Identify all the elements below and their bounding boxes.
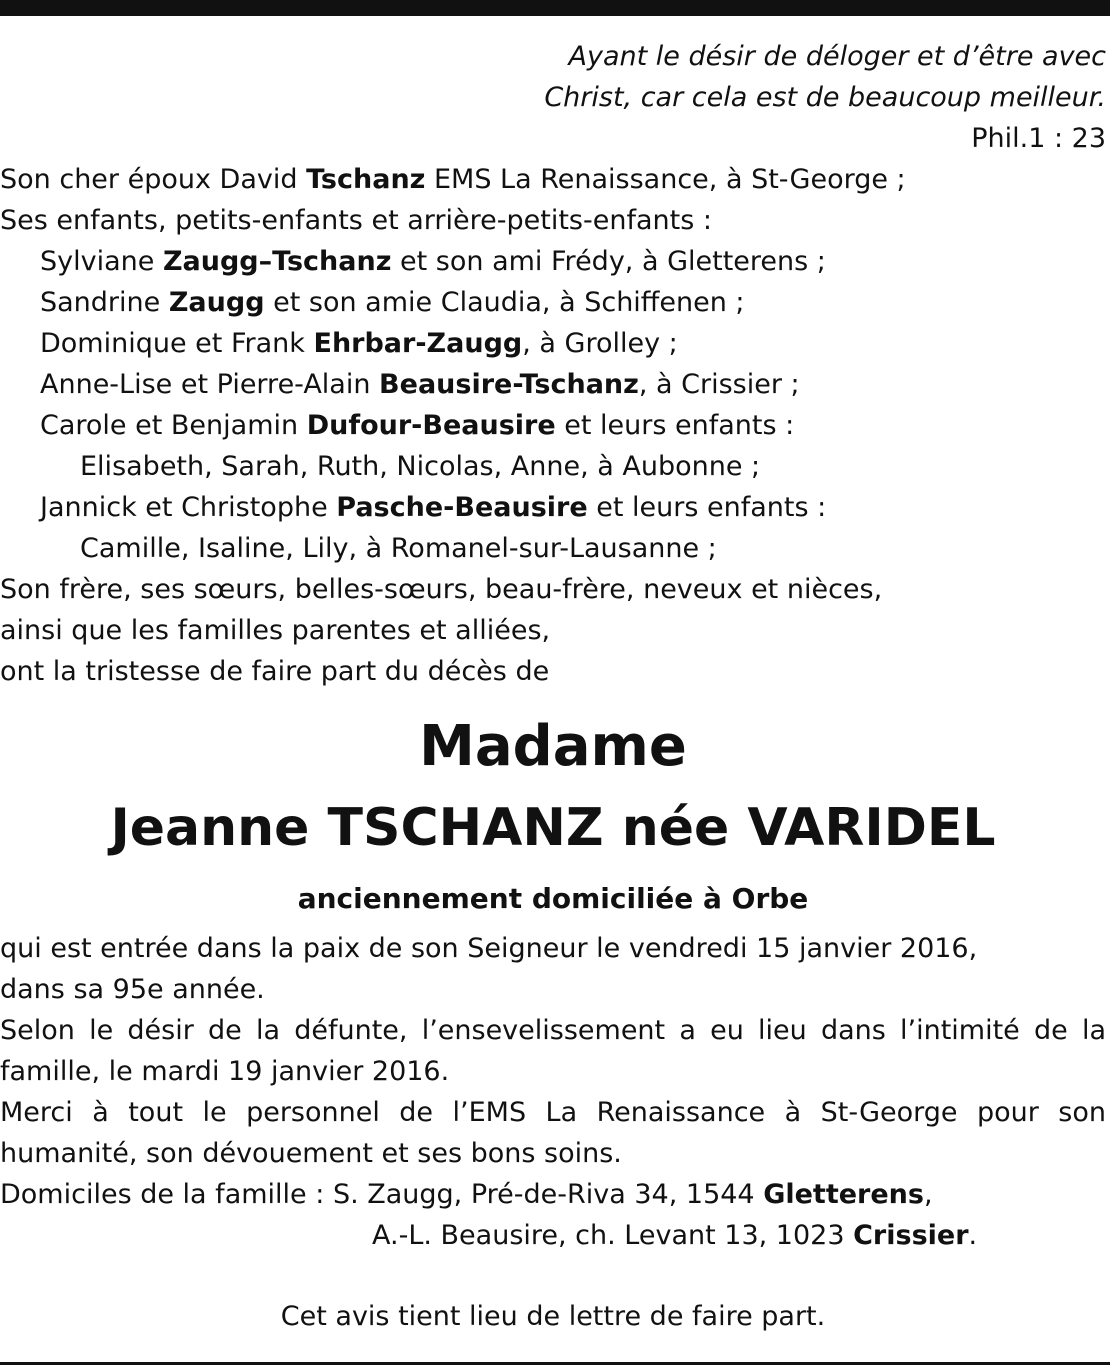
spouse-line: Son cher époux David Tschanz EMS La Renaissance, à St-George ; (0, 164, 906, 195)
member-surname: Dufour-Beausire (306, 410, 556, 441)
deceased-name: Jeanne TSCHANZ née VARIDEL (110, 798, 996, 858)
address-line-1: Domiciles de la famille : S. Zaugg, Pré-de-Riva 34, 1544 Gletterens, (0, 1179, 933, 1210)
bottom-rule (0, 1362, 1110, 1365)
family-addresses (0, 1174, 1106, 1256)
member-surname: Zaugg–Tschanz (162, 246, 392, 277)
notice-body (0, 928, 1106, 1174)
siblings-line: Son frère, ses sœurs, belles-sœurs, beau-frère, neveux et nièces, (0, 574, 883, 605)
announcement-line: ont la tristesse de faire part du décès de (0, 656, 550, 687)
addresses-label: Domiciles de la famille : (0, 1179, 325, 1210)
member-surname: Beausire-Tschanz (379, 369, 639, 400)
age-line: dans sa 95e année. (0, 974, 265, 1005)
obituary-notice (0, 36, 1106, 1337)
thanks-paragraph: Merci à tout le personnel de l’EMS La Renaissance à St-George pour son humanité, son dévouement et ses bons soins. (0, 1097, 1106, 1169)
family-member: Carole et Benjamin Dufour-Beausire et leurs enfants : (40, 410, 795, 441)
top-rule (0, 0, 1110, 16)
member-surname: Zaugg (168, 287, 265, 318)
member-surname: Ehrbar-Zaugg (313, 328, 523, 359)
address-city: Gletterens (763, 1179, 924, 1210)
burial-paragraph: Selon le désir de la défunte, l’ensevelissement a eu lieu dans l’intimité de la famille, le mardi 19 janvier 2016. (0, 1015, 1106, 1087)
closing-note: Cet avis tient lieu de lettre de faire part. (280, 1301, 826, 1332)
verse-reference: Phil.1 : 23 (971, 123, 1106, 154)
deceased-residence: anciennement domiciliée à Orbe (297, 882, 809, 915)
deceased-title: Madame (419, 714, 687, 779)
verse-line-1: Ayant le désir de déloger et d’être avec (568, 41, 1106, 72)
family-member: Sylviane Zaugg–Tschanz et son ami Frédy, à Gletterens ; (40, 246, 826, 277)
relatives-line: ainsi que les familles parentes et alliées, (0, 615, 551, 646)
death-date-line: qui est entrée dans la paix de son Seigneur le vendredi 15 janvier 2016, (0, 933, 978, 964)
grandchildren-line: Elisabeth, Sarah, Ruth, Nicolas, Anne, à Aubonne ; (80, 451, 761, 482)
address-line-2: A.-L. Beausire, ch. Levant 13, 1023 Crissier. (372, 1220, 978, 1251)
address-city: Crissier (853, 1220, 969, 1251)
member-surname: Pasche-Beausire (336, 492, 588, 523)
spouse-surname: Tschanz (306, 164, 426, 195)
bible-verse (0, 36, 1106, 159)
children-intro: Ses enfants, petits-enfants et arrière-petits-enfants : (0, 205, 712, 236)
family-member: Jannick et Christophe Pasche-Beausire et leurs enfants : (40, 492, 827, 523)
family-member: Sandrine Zaugg et son amie Claudia, à Schiffenen ; (40, 287, 745, 318)
family-member: Dominique et Frank Ehrbar-Zaugg, à Grolley ; (40, 328, 678, 359)
grandchildren-line: Camille, Isaline, Lily, à Romanel-sur-Lausanne ; (80, 533, 717, 564)
family-list (0, 159, 1106, 692)
family-member: Anne-Lise et Pierre-Alain Beausire-Tschanz, à Crissier ; (40, 369, 800, 400)
verse-line-2: Christ, car cela est de beaucoup meilleur. (544, 82, 1106, 113)
